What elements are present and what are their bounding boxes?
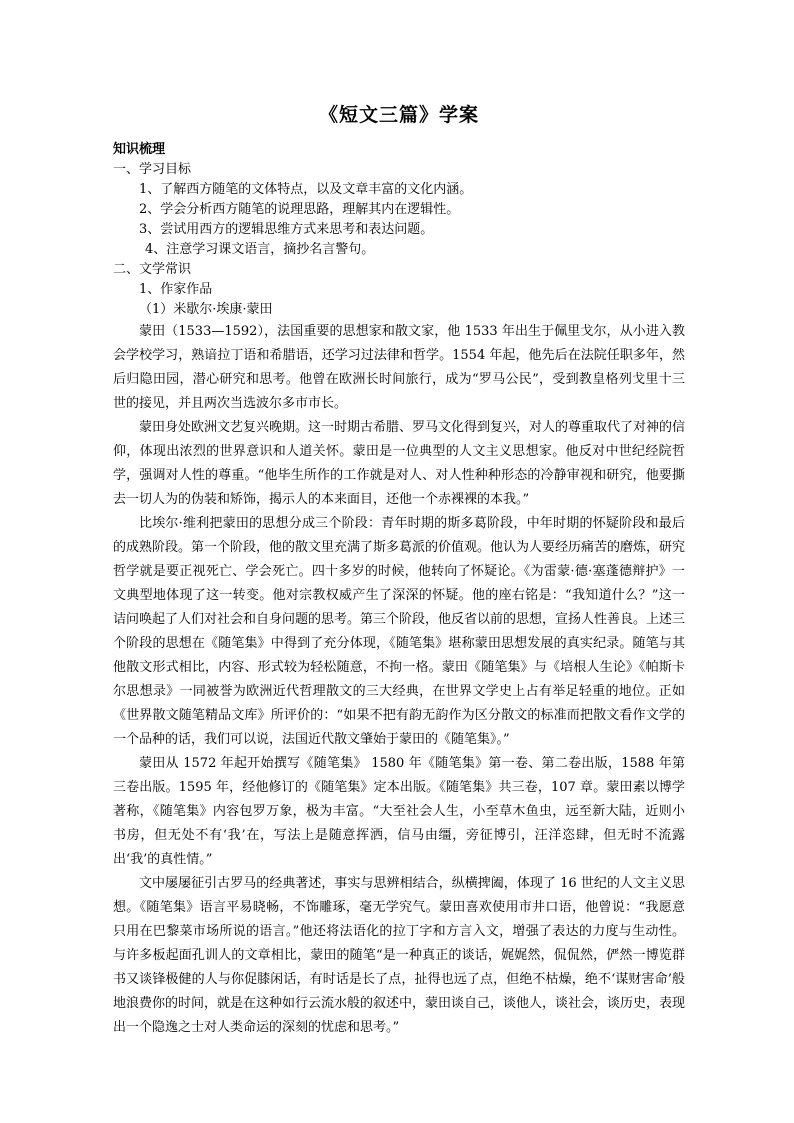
goal-item: 1、了解西方随笔的文体特点，以及文章丰富的文化内涵。 xyxy=(139,182,473,197)
document-page xyxy=(113,102,685,1040)
paragraph: 文中屡屡征引古罗马的经典著述，事实与思辨相结合，纵横捭阖，体现了 16 世纪的人文主义思想。《随笔集》语言平易晓畅，不饰雕琢，毫无学究气。蒙田喜欢使用市井口语，他曾说：“我愿意只用在巴黎菜市场所说的语言。”他还将法语化的拉丁字和方言入文，增强了表达的力度与生动性。与许多板起面孔训人的文章相比，蒙田的随笔“是一种真正的谈话，娓娓然，侃侃然，俨然一博览群书又谈锋极健的人与你促膝闲话，有时话是长了点，扯得也远了点，但绝不枯燥，绝不‘谋财害命’般地浪费你的时间，就是在这种如行云流水般的叙述中，蒙田谈自己，谈他人，谈社会，谈历史，表现出一个隐逸之士对人类命运的深刻的忧虑和思考。” xyxy=(113,876,686,1035)
heading-learning-goals: 一、学习目标 xyxy=(113,162,192,177)
section-main-heading: 知识梳理 xyxy=(113,142,166,157)
body-text xyxy=(113,320,685,1040)
goal-item: 4、注意学习课文语言，摘抄名言警句。 xyxy=(145,242,375,257)
paragraph: 比埃尔·维利把蒙田的思想分成三个阶段：青年时期的斯多葛阶段，中年时期的怀疑阶段和最后的成熟阶段。第一个阶段，他的散文里充满了斯多葛派的价值观。他认为人要经历痛苦的磨炼，研究哲学就是要正视死亡、学会死亡。四十多岁的时候，他转向了怀疑论。《为雷蒙·德·塞蓬德辩护》一文典型地体现了这一转变。他对宗教权威产生了深深的怀疑。他的座右铭是：“我知道什么？”这一诘问唤起了人们对社会和自身问题的思考。第三个阶段，他反省以前的思想，宣扬人性善良。上述三个阶段的思想在《随笔集》中得到了充分体现，《随笔集》堪称蒙田思想发展的真实纪录。随笔与其他散文形式相比，内容、形式较为轻松随意，不拘一格。蒙田《随笔集》与《培根人生论》《帕斯卡尔思想录》一同被誉为欧洲近代哲理散文的三大经典，在世界文学史上占有举足轻重的地位。正如《世界散文随笔精品文库》所评价的：“如果不把有韵无韵作为区分散文的标准而把散文看作文学的一个品种的话，我们可以说，法国近代散文肇始于蒙田的《随笔集》。” xyxy=(113,516,686,747)
goal-item: 2、学会分析西方随笔的说理思路，理解其内在逻辑性。 xyxy=(139,202,460,217)
paragraph: 蒙田身处欧洲文艺复兴晚期。这一时期古希腊、罗马文化得到复兴，对人的尊重取代了对神的信仰，体现出浓烈的世界意识和人道关怀。蒙田是一位典型的人文主义思想家。他反对中世纪经院哲学，强调对人性的尊重。“他毕生所作的工作就是对人、对人性种种形态的冷静审视和研究，他要撕去一切人为的伪装和矫饰，揭示人的本来面目，还他一个赤裸裸的本我。” xyxy=(113,420,686,507)
paragraph: 蒙田从 1572 年起开始撰写《随笔集》 1580 年《随笔集》第一卷、第二卷出版，1588 年第三卷出版。1595 年，经他修订的《随笔集》定本出版。《随笔集》共三卷，107 章。蒙田素以博学著称，《随笔集》内容包罗万象，极为丰富。“大至社会人生，小至草木鱼虫，远至新大陆，近则小书房，但无处不有‘我’在，写法上是随意挥洒，信马由缰，旁征博引，汪洋恣肆，但无时不流露出‘我’的真性情。” xyxy=(113,756,685,867)
sub-heading-author-works: 1、作家作品 xyxy=(139,282,213,297)
goal-item: 3、尝试用西方的逻辑思维方式来思考和表达问题。 xyxy=(139,222,434,237)
sub-sub-heading-montaigne: （1）米歇尔·埃康·蒙田 xyxy=(139,302,273,317)
paragraph: 蒙田（1533—1592），法国重要的思想家和散文家，他 1533 年出生于佩里戈尔，从小进入教会学校学习，熟谙拉丁语和希腊语，还学习过法律和哲学。1554 年起，他先后在法院任职多年，然后归隐田园，潜心研究和思考。他曾在欧洲长时间旅行，成为“罗马公民”，受到教皇格列戈里十三世的接见，并且两次当选波尔多市市长。 xyxy=(113,324,685,411)
heading-literary-knowledge: 二、文学常识 xyxy=(113,262,192,277)
document-title: 《短文三篇》学案 xyxy=(318,104,479,126)
